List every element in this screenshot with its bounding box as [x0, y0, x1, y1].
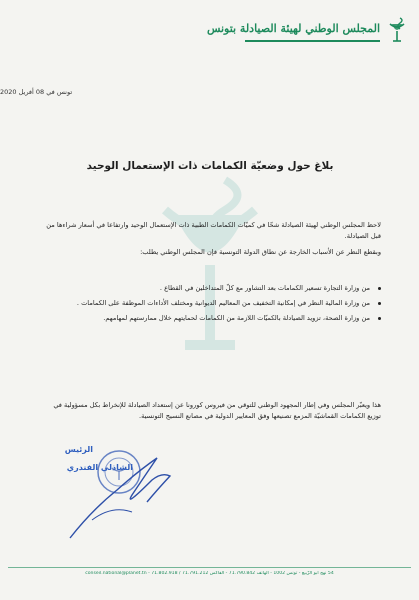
signatory-title: الرئيس: [64, 445, 93, 454]
paragraph-request-intro: وبقطع النظر عن الأسباب الخارجة عن نطاق الدولة التونسية فإن المجلس الوطني يطلب:: [140, 247, 381, 256]
paragraph-closing: هذا ويعبّر المجلس وفي إطار المجهود الوطني للتوقي من فيروس كورونا عن إستعداد الصيادلة للإنخراط بكل مسؤولية في توزيع الكمامات القماشيّة المزمع تصنيعها وفق المعايير الدولية في مصانع النسيج التونسية.: [53, 400, 381, 420]
caduceus-cup-icon: [384, 14, 410, 44]
list-item: من وزارة الصحة، تزويد الصيادلة بالكميّات اللازمة من الكمامات لحمايتهم خلال ممارستهم لمهامهم.: [41, 313, 381, 324]
bullet-icon: [378, 317, 381, 320]
document-title: بلاغ حول وضعيّة الكمامات ذات الإستعمال الوحيد: [86, 160, 334, 172]
letterhead: [206, 14, 410, 48]
handwritten-signature: [62, 450, 182, 545]
list-item: من وزارة المالية النظر في إمكانية التخفيف من المعاليم الديوانية ومختلف الأداءات الموظفة على الكمامات .: [41, 298, 381, 309]
header-divider: [245, 40, 380, 42]
paragraph-observation: لاحظ المجلس الوطني لهيئة الصيادلة شحّا في كميّات الكمامات الطبية ذات الإستعمال الوحيد وارتفاعا في أسعار شراءها من قبل الصيادلة.: [46, 220, 381, 240]
footer-divider: [8, 567, 411, 568]
organization-name: المجلس الوطني لهيئة الصيادلة بتونس: [206, 22, 380, 35]
list-item: من وزارة التجارة تسعير الكمامات بعد التشاور مع كلّ المتداخلين في القطاع .: [41, 283, 381, 294]
letter-date: تونس في 08 أفريل 2020: [0, 88, 73, 96]
footer-contact: 54 نهج ابو الرّبيع - تونس 1002 - الهاتف 71.790.842 - الفاكس 71.791.212 / 71.802.918 - conseil.national@planet.tn: [85, 571, 334, 576]
watermark-caduceus-icon: [150, 170, 270, 370]
signatory-name: الشاذلي الفندري: [66, 463, 133, 472]
request-list: [41, 283, 381, 328]
bullet-icon: [378, 302, 381, 305]
bullet-icon: [378, 287, 381, 290]
